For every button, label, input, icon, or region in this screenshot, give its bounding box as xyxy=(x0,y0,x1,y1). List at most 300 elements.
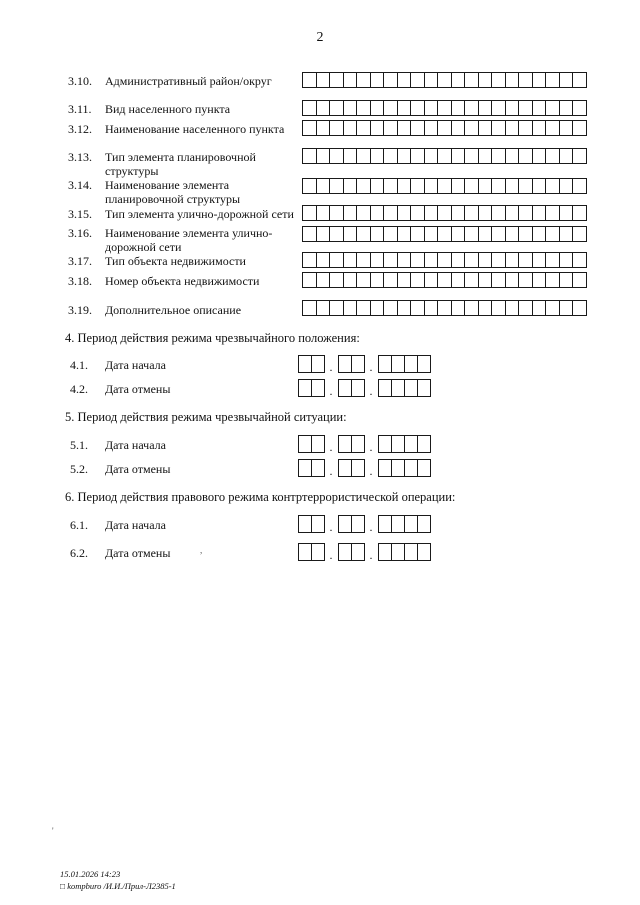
digit-cell[interactable] xyxy=(311,435,325,453)
char-cell[interactable] xyxy=(518,148,533,164)
char-cell[interactable] xyxy=(437,100,452,116)
char-cell[interactable] xyxy=(397,252,412,268)
char-cell[interactable] xyxy=(464,205,479,221)
char-cell[interactable] xyxy=(370,226,385,242)
char-cell[interactable] xyxy=(464,252,479,268)
char-cell[interactable] xyxy=(545,226,560,242)
char-cell[interactable] xyxy=(491,178,506,194)
char-cells[interactable] xyxy=(302,205,586,221)
char-cell[interactable] xyxy=(329,252,344,268)
char-cell[interactable] xyxy=(572,148,587,164)
char-cell[interactable] xyxy=(410,148,425,164)
char-cell[interactable] xyxy=(329,120,344,136)
char-cell[interactable] xyxy=(356,205,371,221)
char-cell[interactable] xyxy=(478,100,493,116)
char-cell[interactable] xyxy=(451,148,466,164)
char-cell[interactable] xyxy=(518,300,533,316)
char-cell[interactable] xyxy=(437,272,452,288)
char-cell[interactable] xyxy=(397,226,412,242)
date-input[interactable] xyxy=(298,543,430,561)
char-cell[interactable] xyxy=(491,272,506,288)
char-cell[interactable] xyxy=(302,100,317,116)
month-cells[interactable] xyxy=(338,543,364,561)
char-cell[interactable] xyxy=(343,205,358,221)
char-cell[interactable] xyxy=(451,178,466,194)
char-cell[interactable] xyxy=(356,148,371,164)
char-cell[interactable] xyxy=(370,252,385,268)
char-cell[interactable] xyxy=(478,120,493,136)
char-cell[interactable] xyxy=(343,120,358,136)
month-cells[interactable] xyxy=(338,379,364,397)
char-cell[interactable] xyxy=(532,120,547,136)
char-cell[interactable] xyxy=(464,300,479,316)
char-cell[interactable] xyxy=(343,148,358,164)
char-cell[interactable] xyxy=(505,252,520,268)
char-cell[interactable] xyxy=(343,178,358,194)
char-cell[interactable] xyxy=(491,148,506,164)
char-cell[interactable] xyxy=(437,178,452,194)
digit-cell[interactable] xyxy=(417,543,431,561)
day-cells[interactable] xyxy=(298,515,324,533)
char-cell[interactable] xyxy=(397,300,412,316)
digit-cell[interactable] xyxy=(391,379,405,397)
char-cell[interactable] xyxy=(343,100,358,116)
digit-cell[interactable] xyxy=(404,435,418,453)
digit-cell[interactable] xyxy=(378,435,392,453)
char-cell[interactable] xyxy=(316,178,331,194)
char-cell[interactable] xyxy=(397,120,412,136)
char-cell[interactable] xyxy=(424,300,439,316)
digit-cell[interactable] xyxy=(391,515,405,533)
char-cell[interactable] xyxy=(329,226,344,242)
char-cell[interactable] xyxy=(518,120,533,136)
digit-cell[interactable] xyxy=(311,355,325,373)
char-cell[interactable] xyxy=(559,72,574,88)
char-cell[interactable] xyxy=(559,300,574,316)
year-cells[interactable] xyxy=(378,459,430,477)
char-cell[interactable] xyxy=(302,120,317,136)
digit-cell[interactable] xyxy=(351,459,365,477)
char-cell[interactable] xyxy=(437,72,452,88)
char-cell[interactable] xyxy=(532,300,547,316)
digit-cell[interactable] xyxy=(391,355,405,373)
digit-cell[interactable] xyxy=(351,435,365,453)
char-cell[interactable] xyxy=(532,226,547,242)
char-cell[interactable] xyxy=(559,178,574,194)
digit-cell[interactable] xyxy=(338,355,352,373)
field-label: Дополнительное описание xyxy=(105,303,242,317)
char-cell[interactable] xyxy=(383,272,398,288)
char-cell[interactable] xyxy=(343,272,358,288)
char-cell[interactable] xyxy=(518,205,533,221)
char-cell[interactable] xyxy=(532,148,547,164)
char-cell[interactable] xyxy=(545,120,560,136)
char-cell[interactable] xyxy=(464,100,479,116)
char-cell[interactable] xyxy=(559,148,574,164)
char-cell[interactable] xyxy=(451,72,466,88)
digit-cell[interactable] xyxy=(298,515,312,533)
char-cells[interactable] xyxy=(302,300,586,316)
char-cell[interactable] xyxy=(559,100,574,116)
char-cell[interactable] xyxy=(316,100,331,116)
char-cell[interactable] xyxy=(545,205,560,221)
char-cell[interactable] xyxy=(302,205,317,221)
char-cell[interactable] xyxy=(532,252,547,268)
char-cell[interactable] xyxy=(370,120,385,136)
char-cell[interactable] xyxy=(437,226,452,242)
char-cells[interactable] xyxy=(302,72,586,88)
date-separator: . xyxy=(329,520,333,534)
char-cell[interactable] xyxy=(329,178,344,194)
char-cell[interactable] xyxy=(505,100,520,116)
digit-cell[interactable] xyxy=(311,459,325,477)
char-cell[interactable] xyxy=(559,272,574,288)
char-cell[interactable] xyxy=(491,72,506,88)
char-cell[interactable] xyxy=(464,148,479,164)
digit-cell[interactable] xyxy=(378,515,392,533)
char-cell[interactable] xyxy=(559,120,574,136)
char-cell[interactable] xyxy=(410,272,425,288)
char-cell[interactable] xyxy=(478,252,493,268)
char-cell[interactable] xyxy=(397,72,412,88)
char-cell[interactable] xyxy=(343,72,358,88)
char-cell[interactable] xyxy=(451,120,466,136)
char-cell[interactable] xyxy=(397,100,412,116)
char-cell[interactable] xyxy=(518,100,533,116)
char-cell[interactable] xyxy=(505,300,520,316)
char-cell[interactable] xyxy=(316,120,331,136)
char-cell[interactable] xyxy=(410,120,425,136)
digit-cell[interactable] xyxy=(378,379,392,397)
char-cell[interactable] xyxy=(491,120,506,136)
char-cell[interactable] xyxy=(370,205,385,221)
date-input[interactable] xyxy=(298,435,430,453)
char-cell[interactable] xyxy=(370,148,385,164)
char-cell[interactable] xyxy=(410,300,425,316)
char-cell[interactable] xyxy=(329,148,344,164)
char-cell[interactable] xyxy=(343,226,358,242)
day-cells[interactable] xyxy=(298,379,324,397)
char-cell[interactable] xyxy=(316,226,331,242)
char-cell[interactable] xyxy=(478,178,493,194)
char-cell[interactable] xyxy=(464,178,479,194)
date-input[interactable] xyxy=(298,515,430,533)
char-cell[interactable] xyxy=(505,205,520,221)
char-cells[interactable] xyxy=(302,100,586,116)
char-cell[interactable] xyxy=(451,300,466,316)
digit-cell[interactable] xyxy=(298,543,312,561)
year-cells[interactable] xyxy=(378,543,430,561)
char-cell[interactable] xyxy=(343,252,358,268)
char-cell[interactable] xyxy=(559,252,574,268)
char-cell[interactable] xyxy=(383,72,398,88)
char-cell[interactable] xyxy=(302,226,317,242)
char-cell[interactable] xyxy=(505,226,520,242)
month-cells[interactable] xyxy=(338,459,364,477)
char-cell[interactable] xyxy=(370,100,385,116)
char-cell[interactable] xyxy=(356,300,371,316)
char-cell[interactable] xyxy=(424,72,439,88)
char-cell[interactable] xyxy=(437,205,452,221)
char-cell[interactable] xyxy=(491,226,506,242)
char-cell[interactable] xyxy=(302,272,317,288)
char-cell[interactable] xyxy=(545,252,560,268)
field-label: Дата отмены xyxy=(105,382,171,396)
digit-cell[interactable] xyxy=(338,435,352,453)
day-cells[interactable] xyxy=(298,355,324,373)
digit-cell[interactable] xyxy=(298,435,312,453)
char-cell[interactable] xyxy=(572,226,587,242)
char-cell[interactable] xyxy=(329,72,344,88)
month-cells[interactable] xyxy=(338,515,364,533)
char-cell[interactable] xyxy=(383,100,398,116)
char-cell[interactable] xyxy=(572,100,587,116)
char-cell[interactable] xyxy=(383,178,398,194)
char-cell[interactable] xyxy=(505,72,520,88)
char-cell[interactable] xyxy=(559,205,574,221)
char-cell[interactable] xyxy=(356,100,371,116)
char-cell[interactable] xyxy=(356,120,371,136)
field-number: 3.16. xyxy=(68,226,92,240)
char-cell[interactable] xyxy=(410,72,425,88)
char-cell[interactable] xyxy=(572,300,587,316)
field-number: 3.12. xyxy=(68,122,92,136)
digit-cell[interactable] xyxy=(391,435,405,453)
char-cell[interactable] xyxy=(478,272,493,288)
char-cell[interactable] xyxy=(410,205,425,221)
char-cell[interactable] xyxy=(545,148,560,164)
char-cell[interactable] xyxy=(424,226,439,242)
digit-cell[interactable] xyxy=(417,459,431,477)
char-cell[interactable] xyxy=(478,226,493,242)
char-cell[interactable] xyxy=(491,252,506,268)
char-cell[interactable] xyxy=(437,252,452,268)
char-cell[interactable] xyxy=(518,272,533,288)
digit-cell[interactable] xyxy=(378,355,392,373)
char-cell[interactable] xyxy=(505,120,520,136)
char-cell[interactable] xyxy=(424,252,439,268)
char-cell[interactable] xyxy=(424,272,439,288)
char-cell[interactable] xyxy=(478,205,493,221)
digit-cell[interactable] xyxy=(404,515,418,533)
char-cell[interactable] xyxy=(572,72,587,88)
char-cell[interactable] xyxy=(478,300,493,316)
char-cells[interactable] xyxy=(302,252,586,268)
char-cells[interactable] xyxy=(302,178,586,194)
char-cell[interactable] xyxy=(410,178,425,194)
char-cell[interactable] xyxy=(424,148,439,164)
char-cell[interactable] xyxy=(464,72,479,88)
digit-cell[interactable] xyxy=(391,543,405,561)
day-cells[interactable] xyxy=(298,459,324,477)
char-cell[interactable] xyxy=(532,100,547,116)
digit-cell[interactable] xyxy=(351,543,365,561)
footer-timestamp: 15.01.2026 14:23 xyxy=(60,869,121,879)
year-cells[interactable] xyxy=(378,379,430,397)
char-cell[interactable] xyxy=(532,178,547,194)
digit-cell[interactable] xyxy=(338,459,352,477)
char-cell[interactable] xyxy=(302,178,317,194)
char-cells[interactable] xyxy=(302,148,586,164)
char-cell[interactable] xyxy=(532,72,547,88)
char-cell[interactable] xyxy=(424,205,439,221)
char-cells[interactable] xyxy=(302,272,586,288)
month-cells[interactable] xyxy=(338,435,364,453)
char-cell[interactable] xyxy=(383,120,398,136)
char-cell[interactable] xyxy=(370,272,385,288)
char-cell[interactable] xyxy=(343,300,358,316)
char-cell[interactable] xyxy=(383,205,398,221)
char-cell[interactable] xyxy=(424,178,439,194)
char-cell[interactable] xyxy=(397,148,412,164)
char-cell[interactable] xyxy=(302,252,317,268)
char-cell[interactable] xyxy=(370,72,385,88)
char-cell[interactable] xyxy=(451,252,466,268)
char-cell[interactable] xyxy=(383,300,398,316)
digit-cell[interactable] xyxy=(311,515,325,533)
date-input[interactable] xyxy=(298,459,430,477)
field-label: Дата начала xyxy=(105,438,166,452)
char-cell[interactable] xyxy=(316,148,331,164)
date-input[interactable] xyxy=(298,355,430,373)
digit-cell[interactable] xyxy=(338,379,352,397)
char-cell[interactable] xyxy=(545,100,560,116)
char-cell[interactable] xyxy=(316,272,331,288)
digit-cell[interactable] xyxy=(417,355,431,373)
char-cell[interactable] xyxy=(397,205,412,221)
digit-cell[interactable] xyxy=(404,543,418,561)
char-cell[interactable] xyxy=(316,300,331,316)
char-cell[interactable] xyxy=(532,205,547,221)
char-cell[interactable] xyxy=(518,178,533,194)
char-cell[interactable] xyxy=(572,252,587,268)
char-cell[interactable] xyxy=(478,72,493,88)
char-cell[interactable] xyxy=(316,205,331,221)
char-cell[interactable] xyxy=(464,120,479,136)
digit-cell[interactable] xyxy=(351,355,365,373)
char-cell[interactable] xyxy=(572,120,587,136)
digit-cell[interactable] xyxy=(404,459,418,477)
char-cell[interactable] xyxy=(356,252,371,268)
char-cell[interactable] xyxy=(464,226,479,242)
char-cell[interactable] xyxy=(451,100,466,116)
char-cells[interactable] xyxy=(302,120,586,136)
char-cell[interactable] xyxy=(302,300,317,316)
digit-cell[interactable] xyxy=(351,515,365,533)
digit-cell[interactable] xyxy=(378,459,392,477)
char-cell[interactable] xyxy=(397,178,412,194)
char-cell[interactable] xyxy=(491,300,506,316)
day-cells[interactable] xyxy=(298,435,324,453)
char-cell[interactable] xyxy=(424,120,439,136)
digit-cell[interactable] xyxy=(351,379,365,397)
char-cell[interactable] xyxy=(505,272,520,288)
year-cells[interactable] xyxy=(378,355,430,373)
char-cell[interactable] xyxy=(424,100,439,116)
char-cell[interactable] xyxy=(397,272,412,288)
char-cell[interactable] xyxy=(505,178,520,194)
char-cell[interactable] xyxy=(545,300,560,316)
char-cell[interactable] xyxy=(545,72,560,88)
char-cell[interactable] xyxy=(532,272,547,288)
digit-cell[interactable] xyxy=(298,355,312,373)
digit-cell[interactable] xyxy=(298,379,312,397)
char-cell[interactable] xyxy=(451,272,466,288)
char-cell[interactable] xyxy=(370,178,385,194)
scan-mark: ' xyxy=(52,826,54,836)
char-cell[interactable] xyxy=(437,148,452,164)
date-input[interactable] xyxy=(298,379,430,397)
char-cell[interactable] xyxy=(329,300,344,316)
char-cell[interactable] xyxy=(572,178,587,194)
char-cell[interactable] xyxy=(410,100,425,116)
char-cell[interactable] xyxy=(356,272,371,288)
digit-cell[interactable] xyxy=(404,355,418,373)
char-cell[interactable] xyxy=(316,72,331,88)
digit-cell[interactable] xyxy=(404,379,418,397)
char-cell[interactable] xyxy=(302,148,317,164)
char-cell[interactable] xyxy=(316,252,331,268)
char-cell[interactable] xyxy=(356,178,371,194)
digit-cell[interactable] xyxy=(378,543,392,561)
char-cell[interactable] xyxy=(410,226,425,242)
day-cells[interactable] xyxy=(298,543,324,561)
digit-cell[interactable] xyxy=(338,515,352,533)
digit-cell[interactable] xyxy=(417,515,431,533)
char-cell[interactable] xyxy=(329,272,344,288)
char-cell[interactable] xyxy=(545,178,560,194)
digit-cell[interactable] xyxy=(417,435,431,453)
char-cell[interactable] xyxy=(505,148,520,164)
char-cell[interactable] xyxy=(451,205,466,221)
char-cell[interactable] xyxy=(559,226,574,242)
char-cell[interactable] xyxy=(572,272,587,288)
month-cells[interactable] xyxy=(338,355,364,373)
char-cell[interactable] xyxy=(545,272,560,288)
char-cell[interactable] xyxy=(356,72,371,88)
digit-cell[interactable] xyxy=(311,379,325,397)
char-cell[interactable] xyxy=(410,252,425,268)
digit-cell[interactable] xyxy=(311,543,325,561)
char-cell[interactable] xyxy=(356,226,371,242)
char-cell[interactable] xyxy=(383,226,398,242)
digit-cell[interactable] xyxy=(391,459,405,477)
char-cell[interactable] xyxy=(491,205,506,221)
char-cell[interactable] xyxy=(383,252,398,268)
char-cell[interactable] xyxy=(491,100,506,116)
char-cell[interactable] xyxy=(383,148,398,164)
char-cell[interactable] xyxy=(329,100,344,116)
char-cell[interactable] xyxy=(437,120,452,136)
char-cell[interactable] xyxy=(572,205,587,221)
digit-cell[interactable] xyxy=(298,459,312,477)
char-cell[interactable] xyxy=(518,226,533,242)
digit-cell[interactable] xyxy=(338,543,352,561)
char-cell[interactable] xyxy=(518,252,533,268)
char-cells[interactable] xyxy=(302,226,586,242)
char-cell[interactable] xyxy=(478,148,493,164)
char-cell[interactable] xyxy=(370,300,385,316)
digit-cell[interactable] xyxy=(417,379,431,397)
char-cell[interactable] xyxy=(518,72,533,88)
char-cell[interactable] xyxy=(329,205,344,221)
char-cell[interactable] xyxy=(464,272,479,288)
char-cell[interactable] xyxy=(451,226,466,242)
char-cell[interactable] xyxy=(302,72,317,88)
char-cell[interactable] xyxy=(437,300,452,316)
year-cells[interactable] xyxy=(378,435,430,453)
year-cells[interactable] xyxy=(378,515,430,533)
